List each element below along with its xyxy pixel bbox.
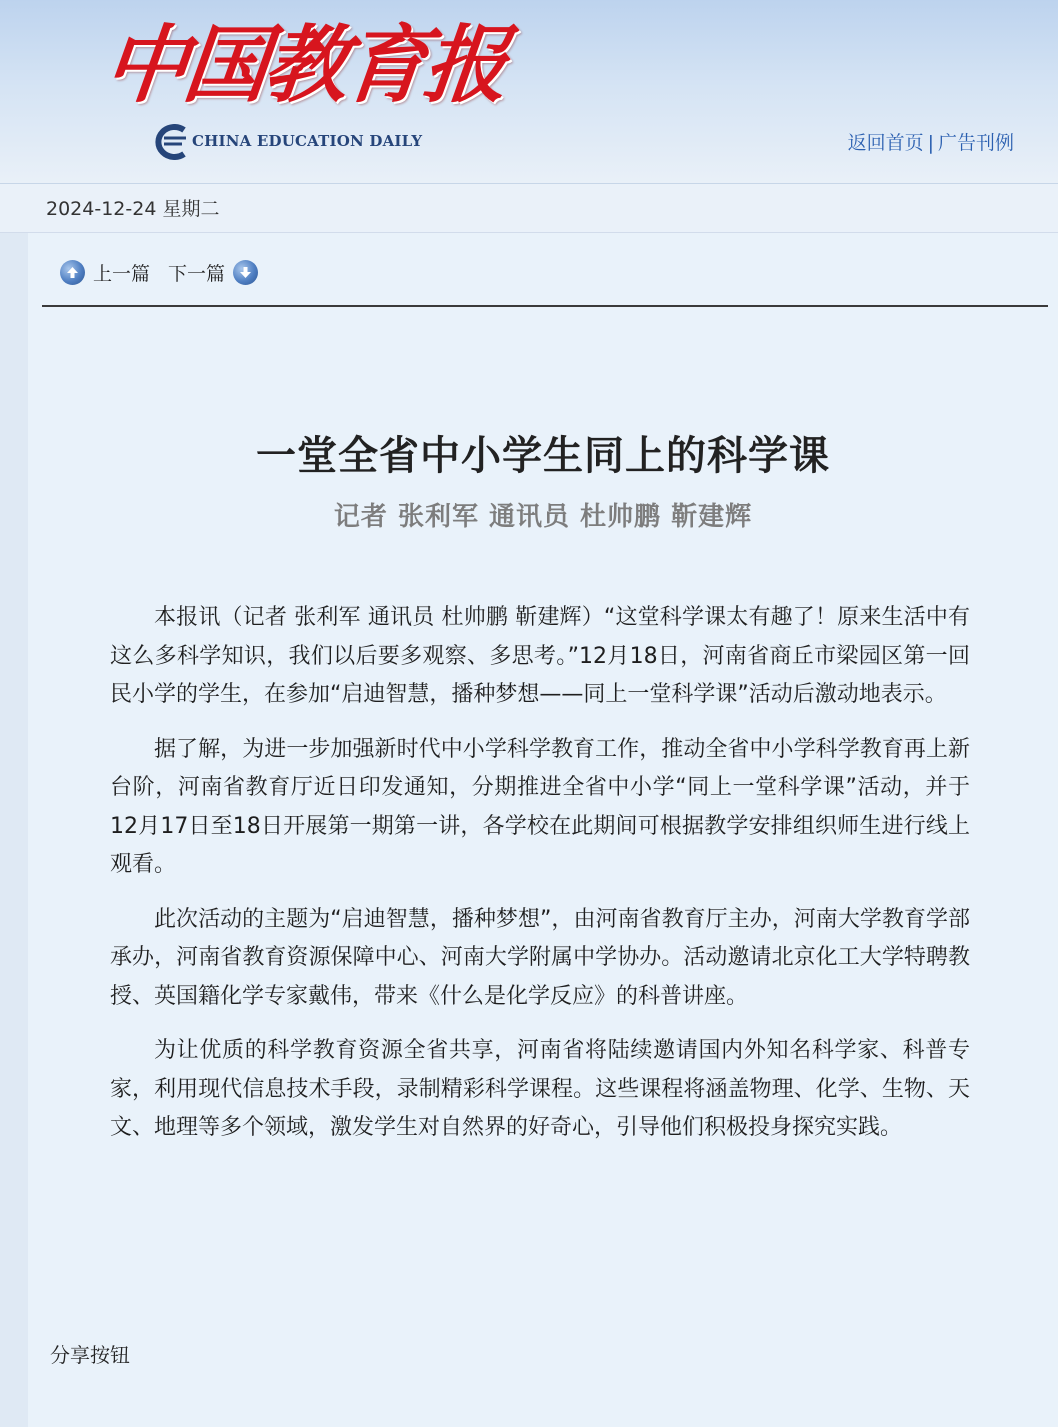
article-paragraph: 据了解，为进一步加强新时代中小学科学教育工作，推动全省中小学科学教育再上新台阶，河南省教育厅近日印发通知，分期推进全省中小学“同上一堂科学课”活动，并于12月17日至18日开展第一期第一讲，各学校在此期间可根据教学安排组织师生进行线上观看。 <box>110 736 970 877</box>
link-separator: | <box>927 132 934 154</box>
article-paragraph: 本报讯（记者 张利军 通讯员 杜帅鹏 靳建辉）“这堂科学课太有趣了！原来生活中有这么多科学知识，我们以后要多观察、多思考。”12月18日，河南省商丘市梁园区第一回民小学的学生，在参加“启迪智慧，播种梦想——同上一堂科学课”活动后激动地表示。 <box>110 605 970 707</box>
advertising-rates-link[interactable]: 广告刊例 <box>937 132 1014 154</box>
article-navigation <box>60 259 258 285</box>
divider <box>42 305 1048 307</box>
next-article-link[interactable] <box>168 259 258 286</box>
previous-article-label: 上一篇 <box>93 262 151 285</box>
next-arrow-icon <box>233 260 258 285</box>
issue-date: 2024-12-24 星期二 <box>46 198 220 220</box>
share-button[interactable]: 分享按钮 <box>50 1343 130 1367</box>
home-link[interactable]: 返回首页 <box>847 132 924 154</box>
article-title: 一堂全省中小学生同上的科学课 <box>256 432 830 479</box>
header-links <box>848 128 1014 155</box>
next-article-label: 下一篇 <box>168 262 226 285</box>
newspaper-logo[interactable]: 中国教育报 <box>98 15 510 114</box>
article-body <box>110 599 970 1164</box>
date-bar <box>0 184 1058 233</box>
article-paragraph: 此次活动的主题为“启迪智慧，播种梦想”，由河南省教育厅主办，河南大学教育学部承办，河南省教育资源保障中心、河南大学附属中学协办。活动邀请北京化工大学特聘教授、英国籍化学专家戴伟，带来《什么是化学反应》的科普讲座。 <box>110 906 970 1009</box>
masthead <box>0 0 1058 184</box>
article-byline: 记者 张利军 通讯员 杜帅鹏 靳建辉 <box>333 502 753 532</box>
china-education-daily-emblem-icon <box>150 124 190 160</box>
previous-article-link[interactable] <box>60 259 150 286</box>
article-paragraph: 为让优质的科学教育资源全省共享，河南省将陆续邀请国内外知名科学家、科普专家，利用现代信息技术手段，录制精彩科学课程。这些课程将涵盖物理、化学、生物、天文、地理等多个领域，激发学生对自然界的好奇心，引导他们积极投身探究实践。 <box>110 1038 970 1140</box>
previous-arrow-icon <box>60 260 85 285</box>
article-container <box>28 233 1058 1427</box>
logo-english-name: CHINA EDUCATION DAILY <box>192 132 423 150</box>
